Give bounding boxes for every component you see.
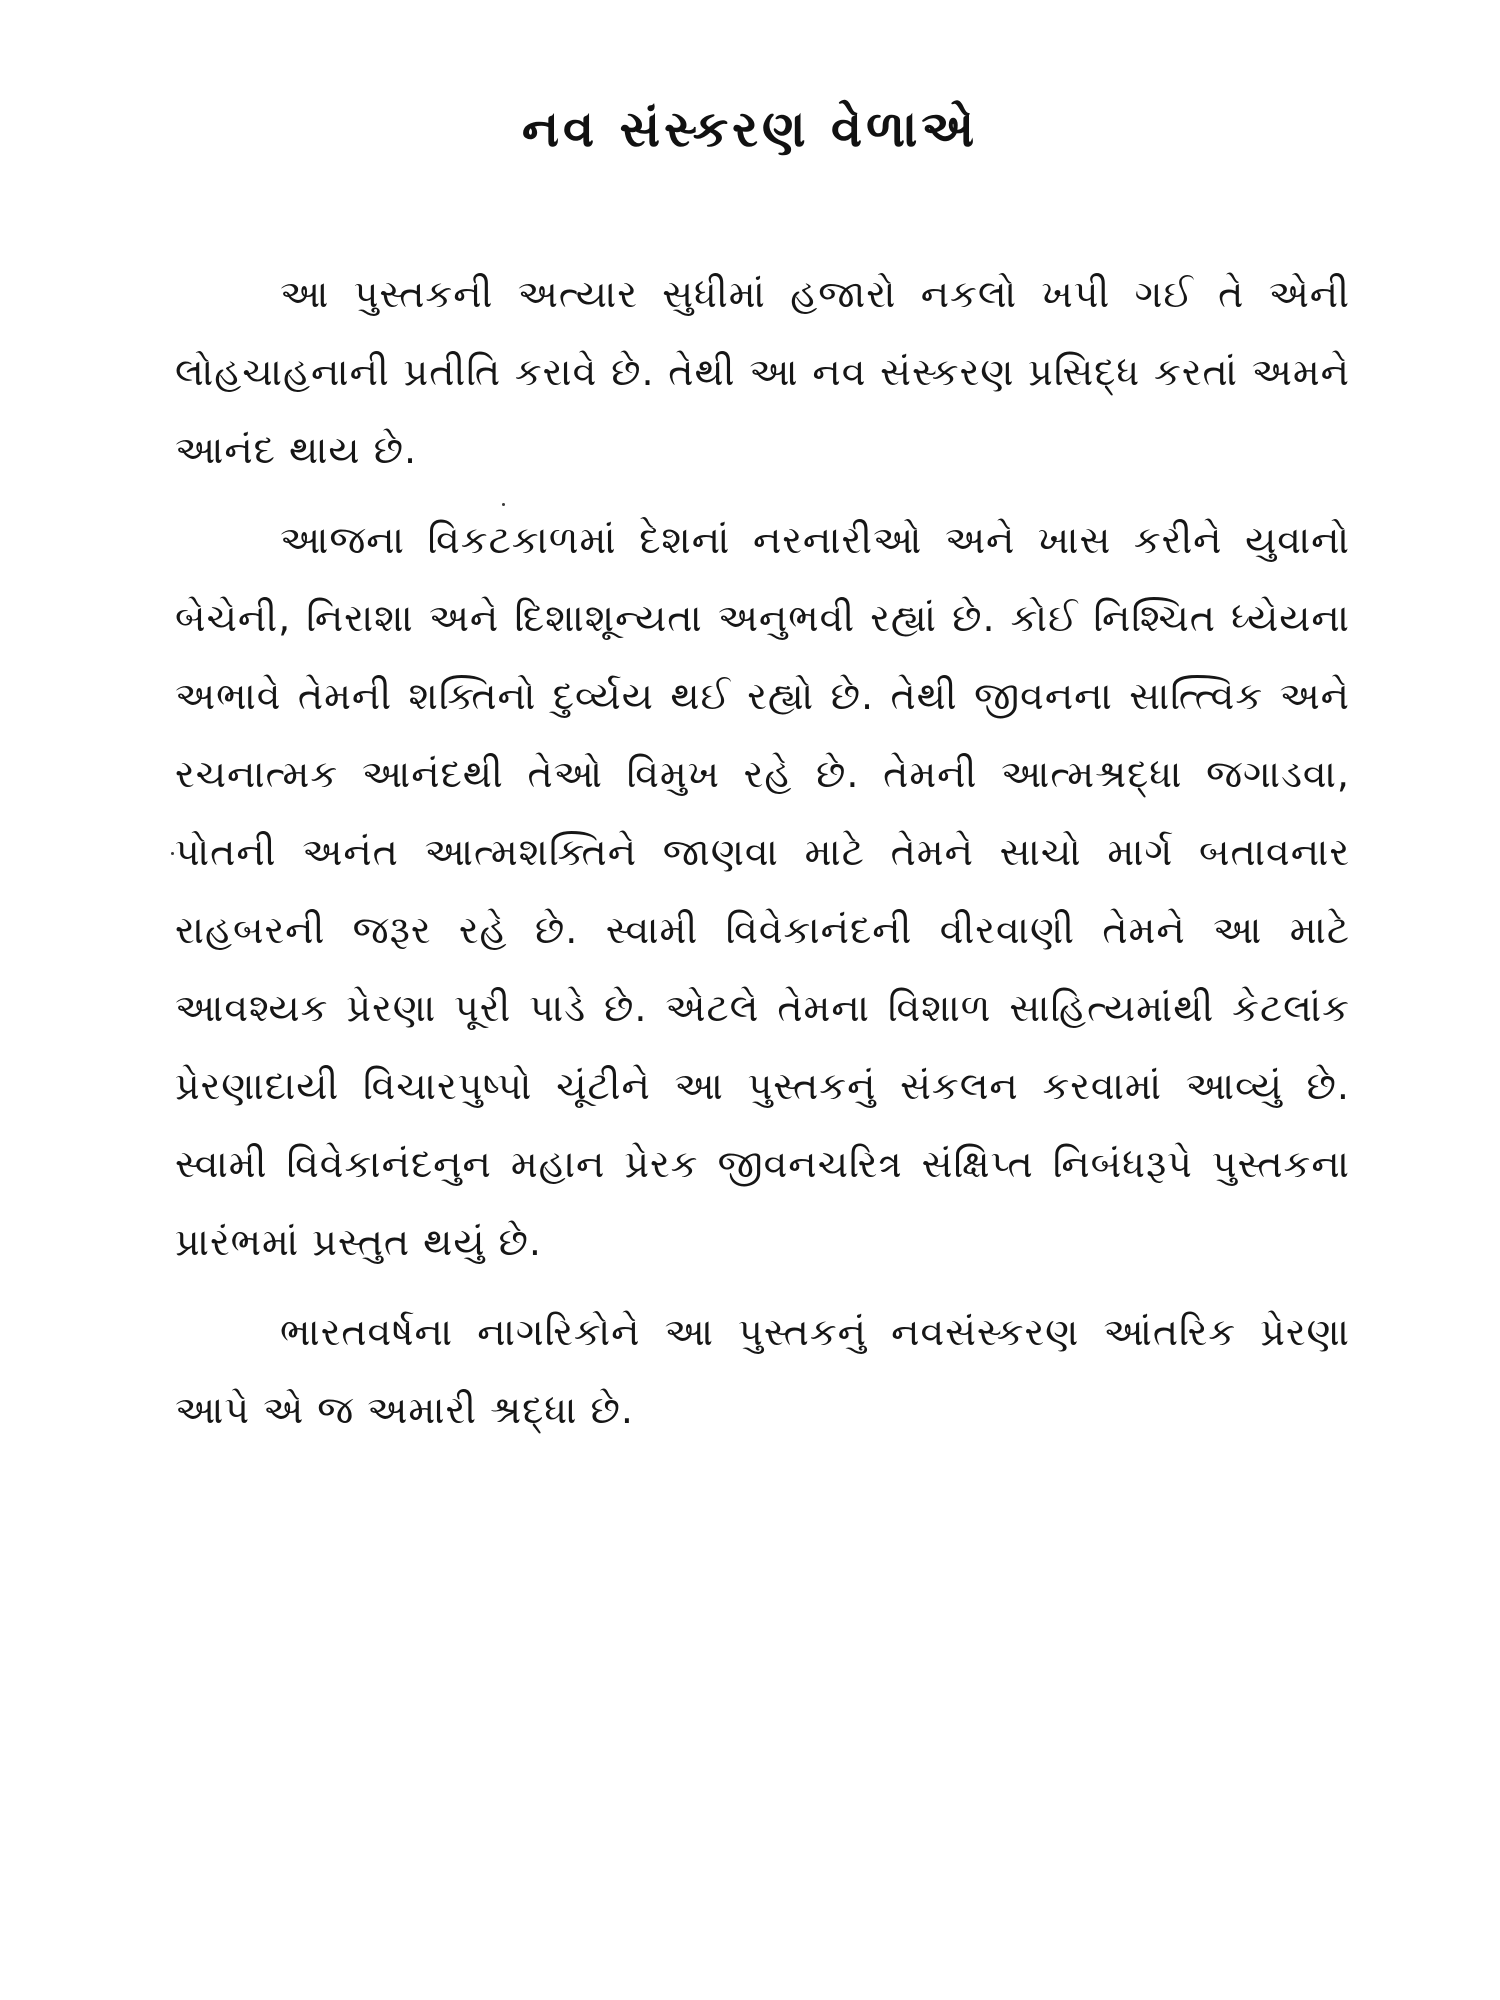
text-line: પ્રારંભમાં પ્રસ્તુત થયું છે. xyxy=(175,1220,542,1264)
text-line: અભાવે તેમની શક્તિનો દુર્વ્યય થઈ રહ્યો છે. તેથી જીવનના સાત્ત્વિક અને xyxy=(175,674,1350,718)
text-line: સ્વામી વિવેકાનંદનુન મહાન પ્રેરક જીવનચરિત્ર સંક્ષિપ્ત નિબંધરૂપે પુસ્તકના xyxy=(175,1142,1350,1186)
paragraph-1 xyxy=(175,255,1350,489)
page-title: નવ સંસ્કરણ વેળાએ xyxy=(521,100,979,158)
paragraph-3 xyxy=(175,1293,1350,1449)
text-line: આવશ્યક પ્રેરણા પૂરી પાડે છે. એટલે તેમના વિશાળ સાહિત્યમાંથી કેટલાંક xyxy=(175,986,1350,1030)
text-line: લોહચાહનાની પ્રતીતિ કરાવે છે. તેથી આ નવ સંસ્કરણ પ્રસિદ્ધ કરતાં અમને xyxy=(175,350,1350,394)
text-line: આ પુસ્તકની અત્યાર સુધીમાં હજારો નકલો ખપી ગઈ તે એની xyxy=(280,272,1350,316)
paragraph-2 xyxy=(175,501,1350,1281)
text-line: રચનાત્મક આનંદથી તેઓ વિમુખ રહે છે. તેમની આત્મશ્રદ્ધા જગાડવા, xyxy=(175,752,1350,796)
text-line: ભારતવર્ષના નાગરિકોને આ પુસ્તકનું નવસંસ્કરણ આંતરિક પ્રેરણા xyxy=(280,1310,1350,1354)
text-line: આજના વિકટકાળમાં દેશનાં નરનારીઓ અને ખાસ કરીને યુવાનો xyxy=(280,518,1350,562)
scan-speck xyxy=(502,503,505,506)
text-line: રાહબરની જરૂર રહે છે. સ્વામી વિવેકાનંદની વીરવાણી તેમને આ માટે xyxy=(175,908,1350,952)
text-line: પ્રેરણાદાયી વિચારપુષ્પો ચૂંટીને આ પુસ્તકનું સંકલન કરવામાં આવ્યું છે. xyxy=(175,1064,1350,1108)
text-line: પોતની અનંત આત્મશક્તિને જાણવા માટે તેમને સાચો માર્ગ બતાવનાર xyxy=(175,830,1350,874)
text-line: આનંદ થાય છે. xyxy=(175,428,418,472)
body-text xyxy=(175,255,1350,1449)
text-line: આપે એ જ અમારી શ્રદ્ધા છે. xyxy=(175,1388,634,1432)
scan-speck xyxy=(171,852,174,855)
text-line: બેચેની, નિરાશા અને દિશાશૂન્યતા અનુભવી રહ્યાં છે. કોઈ નિશ્ચિત ધ્યેયના xyxy=(175,596,1350,640)
